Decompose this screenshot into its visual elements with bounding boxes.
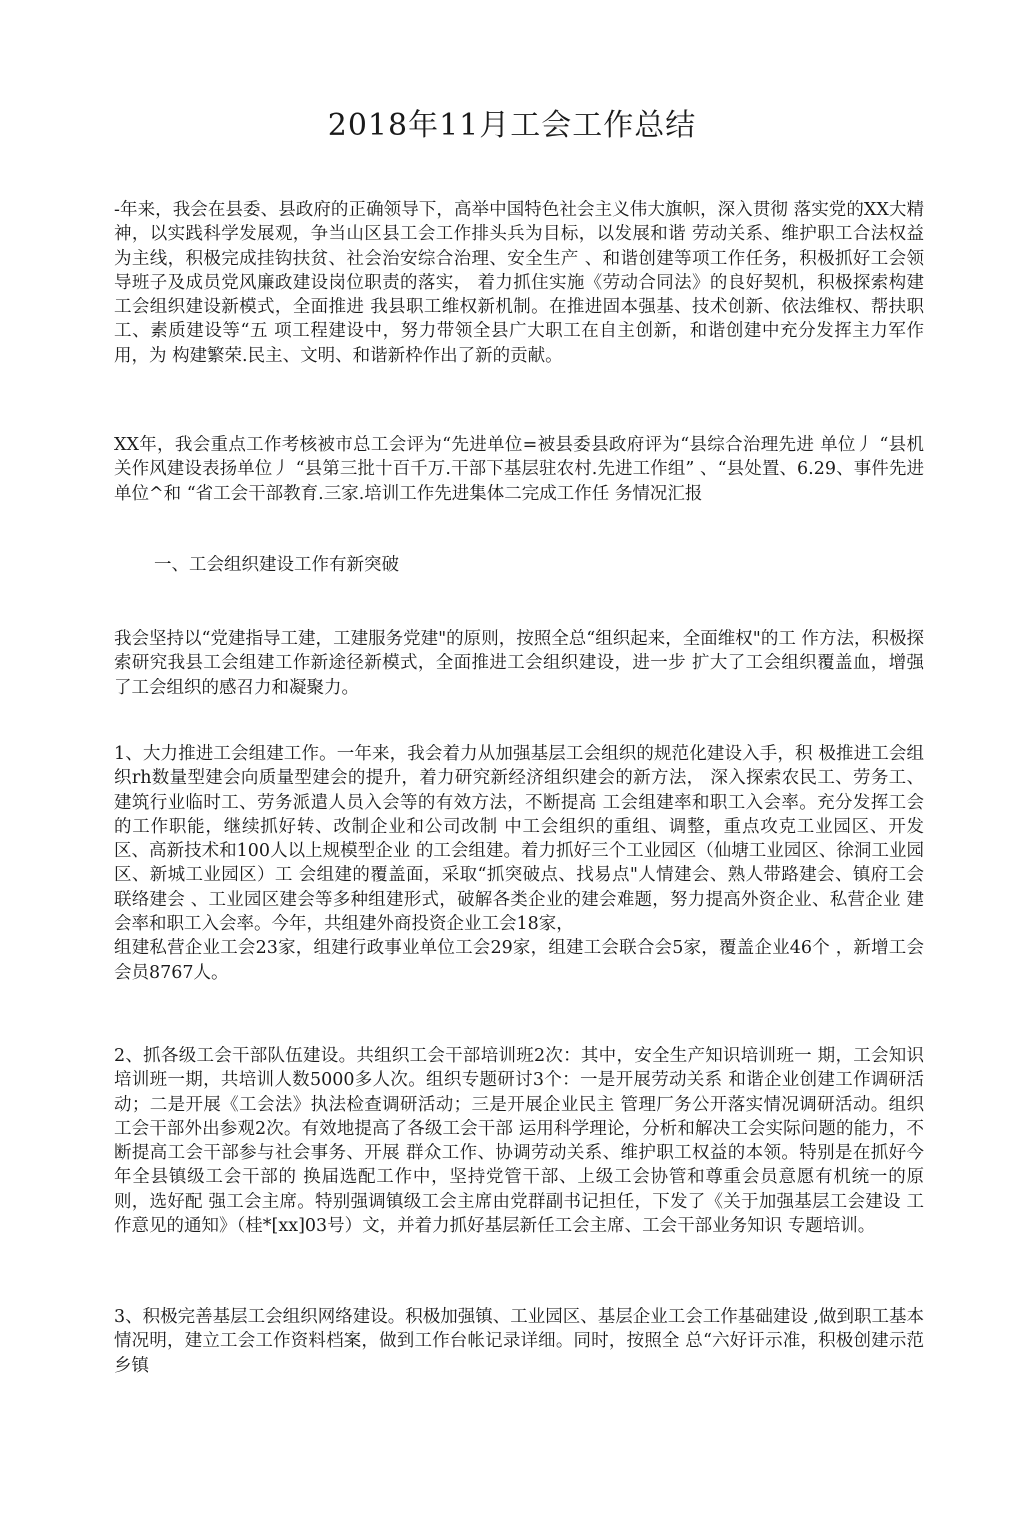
item-1-continuation: 组建私营企业工会23家，组建行政事业单位工会29家，组建工会联合会5家，覆盖企业46个 ，新增工会会员8767人。 [114, 938, 924, 983]
document-title: 2018年11月工会工作总结 [327, 108, 697, 143]
item-1-paragraph: 1、大力推进工会组建工作。一年来，我会着力从加强基层工会组织的规范化建设入手，积 极推进工会组织rh数量型建会向质量型建会的提升，着力研究新经济组织建会的新方法， 深入探索农民工、劳务工、建筑行业临时工、劳务派遣人员入会等的有效方法，不断提高 工会组建率和职工入会率。充分发挥工会的工作职能，继续抓好转、改制企业和公司改制 中工会组织的重组、调整，重点攻克工业园区、开发区、高新技术和100人以上规模型企业 的工会组建。着力抓好三个工业园区（仙塘工业园区、徐洞工业园区、新城工业园区）工 会组建的覆盖面，采取“抓突破点、找易点"人情建会、熟人带路建会、镇府工会联络建会 、工业园区建会等多种组建形式，破解各类企业的建会难题，努力提高外资企业、私营企业 建会率和职工入会率。今年，共组建外商投资企业工会18家， [114, 744, 924, 935]
section-intro-paragraph: 我会坚持以“党建指导工建，工建服务党建"的原则，按照全总“组织起来，全面维权"的工 作方法，积极探索研究我县工会组建工作新途径新模式，全面推进工会组织建设，进一步 扩大了工会组织覆盖血，增强了工会组织的感召力和凝聚力。 [114, 629, 924, 698]
item-2-paragraph: 2、抓各级工会干部队伍建设。共组织工会干部培训班2次：其中，安全生产知识培训班一 期，工会知识培训班一期，共培训人数5000多人次。组织专题研讨3个：一是开展劳动关系 和谐企业创建工作调研活动；二是开展《工会法》执法检查调研活动；三是开展企业民主 管理厂务公开落实情况调研活动。组织工会干部外出参观2次。有效地提高了各级工会干部 运用科学理论，分析和解决工会实际问题的能力，不断提高工会干部参与社会事务、开展 群众工作、协调劳动关系、维护职工权益的本领。特别是在抓好今年全县镇级工会干部的 换届选配工作中，坚持党管干部、上级工会协管和尊重会员意愿有机统一的原则，选好配 强工会主席。特别强调镇级工会主席由党群副书记担任，下发了《关于加强基层工会建设 工作意见的通知》（桂*[xx]03号）文，并着力抓好基层新任工会主席、工会干部业务知识 专题培训。 [114, 1046, 924, 1237]
item-1-block [114, 742, 924, 985]
intro-paragraph: -年来，我会在县委、县政府的正确领导下，高举中国特色社会主义伟大旗帜，深入贯彻 落实党的XX大精神，以实践科学发展观，争当山区县工会工作排头兵为目标，以发展和谐 劳动关系、维护职工合法权益为主线，积极完成挂钩扶贫、社会治安综合治理、安全生产 、和谐创建等项工作任务，积极抓好工会领导班子及成员党风廉政建设岗位职责的落实， 着力抓住实施《劳动合同法》的良好契机，积极探索构建工会组织建设新模式，全面推进 我县职工维权新机制。在推进固本强基、技术创新、依法维权、帮扶职工、素质建设等“五 项工程建设中，努力带领全县广大职工在自主创新，和谐创建中充分发挥主力军作用，为 构建繁荣.民主、文明、和谐新枠作出了新的贡献。 [114, 200, 924, 366]
item-3-paragraph: 3、积极完善基层工会组织网络建设。积极加强镇、工业园区、基层企业工会工作基础建设 ,做到职工基本情况明，建立工会工作资料档案，做到工作台帐记录详细。同时，按照全 总“六好讦示准，积极创建示范乡镇 [114, 1307, 924, 1376]
section-heading: 一、工会组织建设工作有新突破 [154, 555, 399, 575]
honors-paragraph: XX年，我会重点工作考核被市总工会评为“先进单位=被县委县政府评为“县综合治理先进 单位丿 “县机关作风建设表扬单位丿 “县第三批十百千万.干部下基层驻农村.先进工作组” 、“县处置、6.29、事件先进单位^和 “省工会干部教育.三家.培训工作先进集体二完成工作任 务情况汇报 [114, 435, 924, 504]
